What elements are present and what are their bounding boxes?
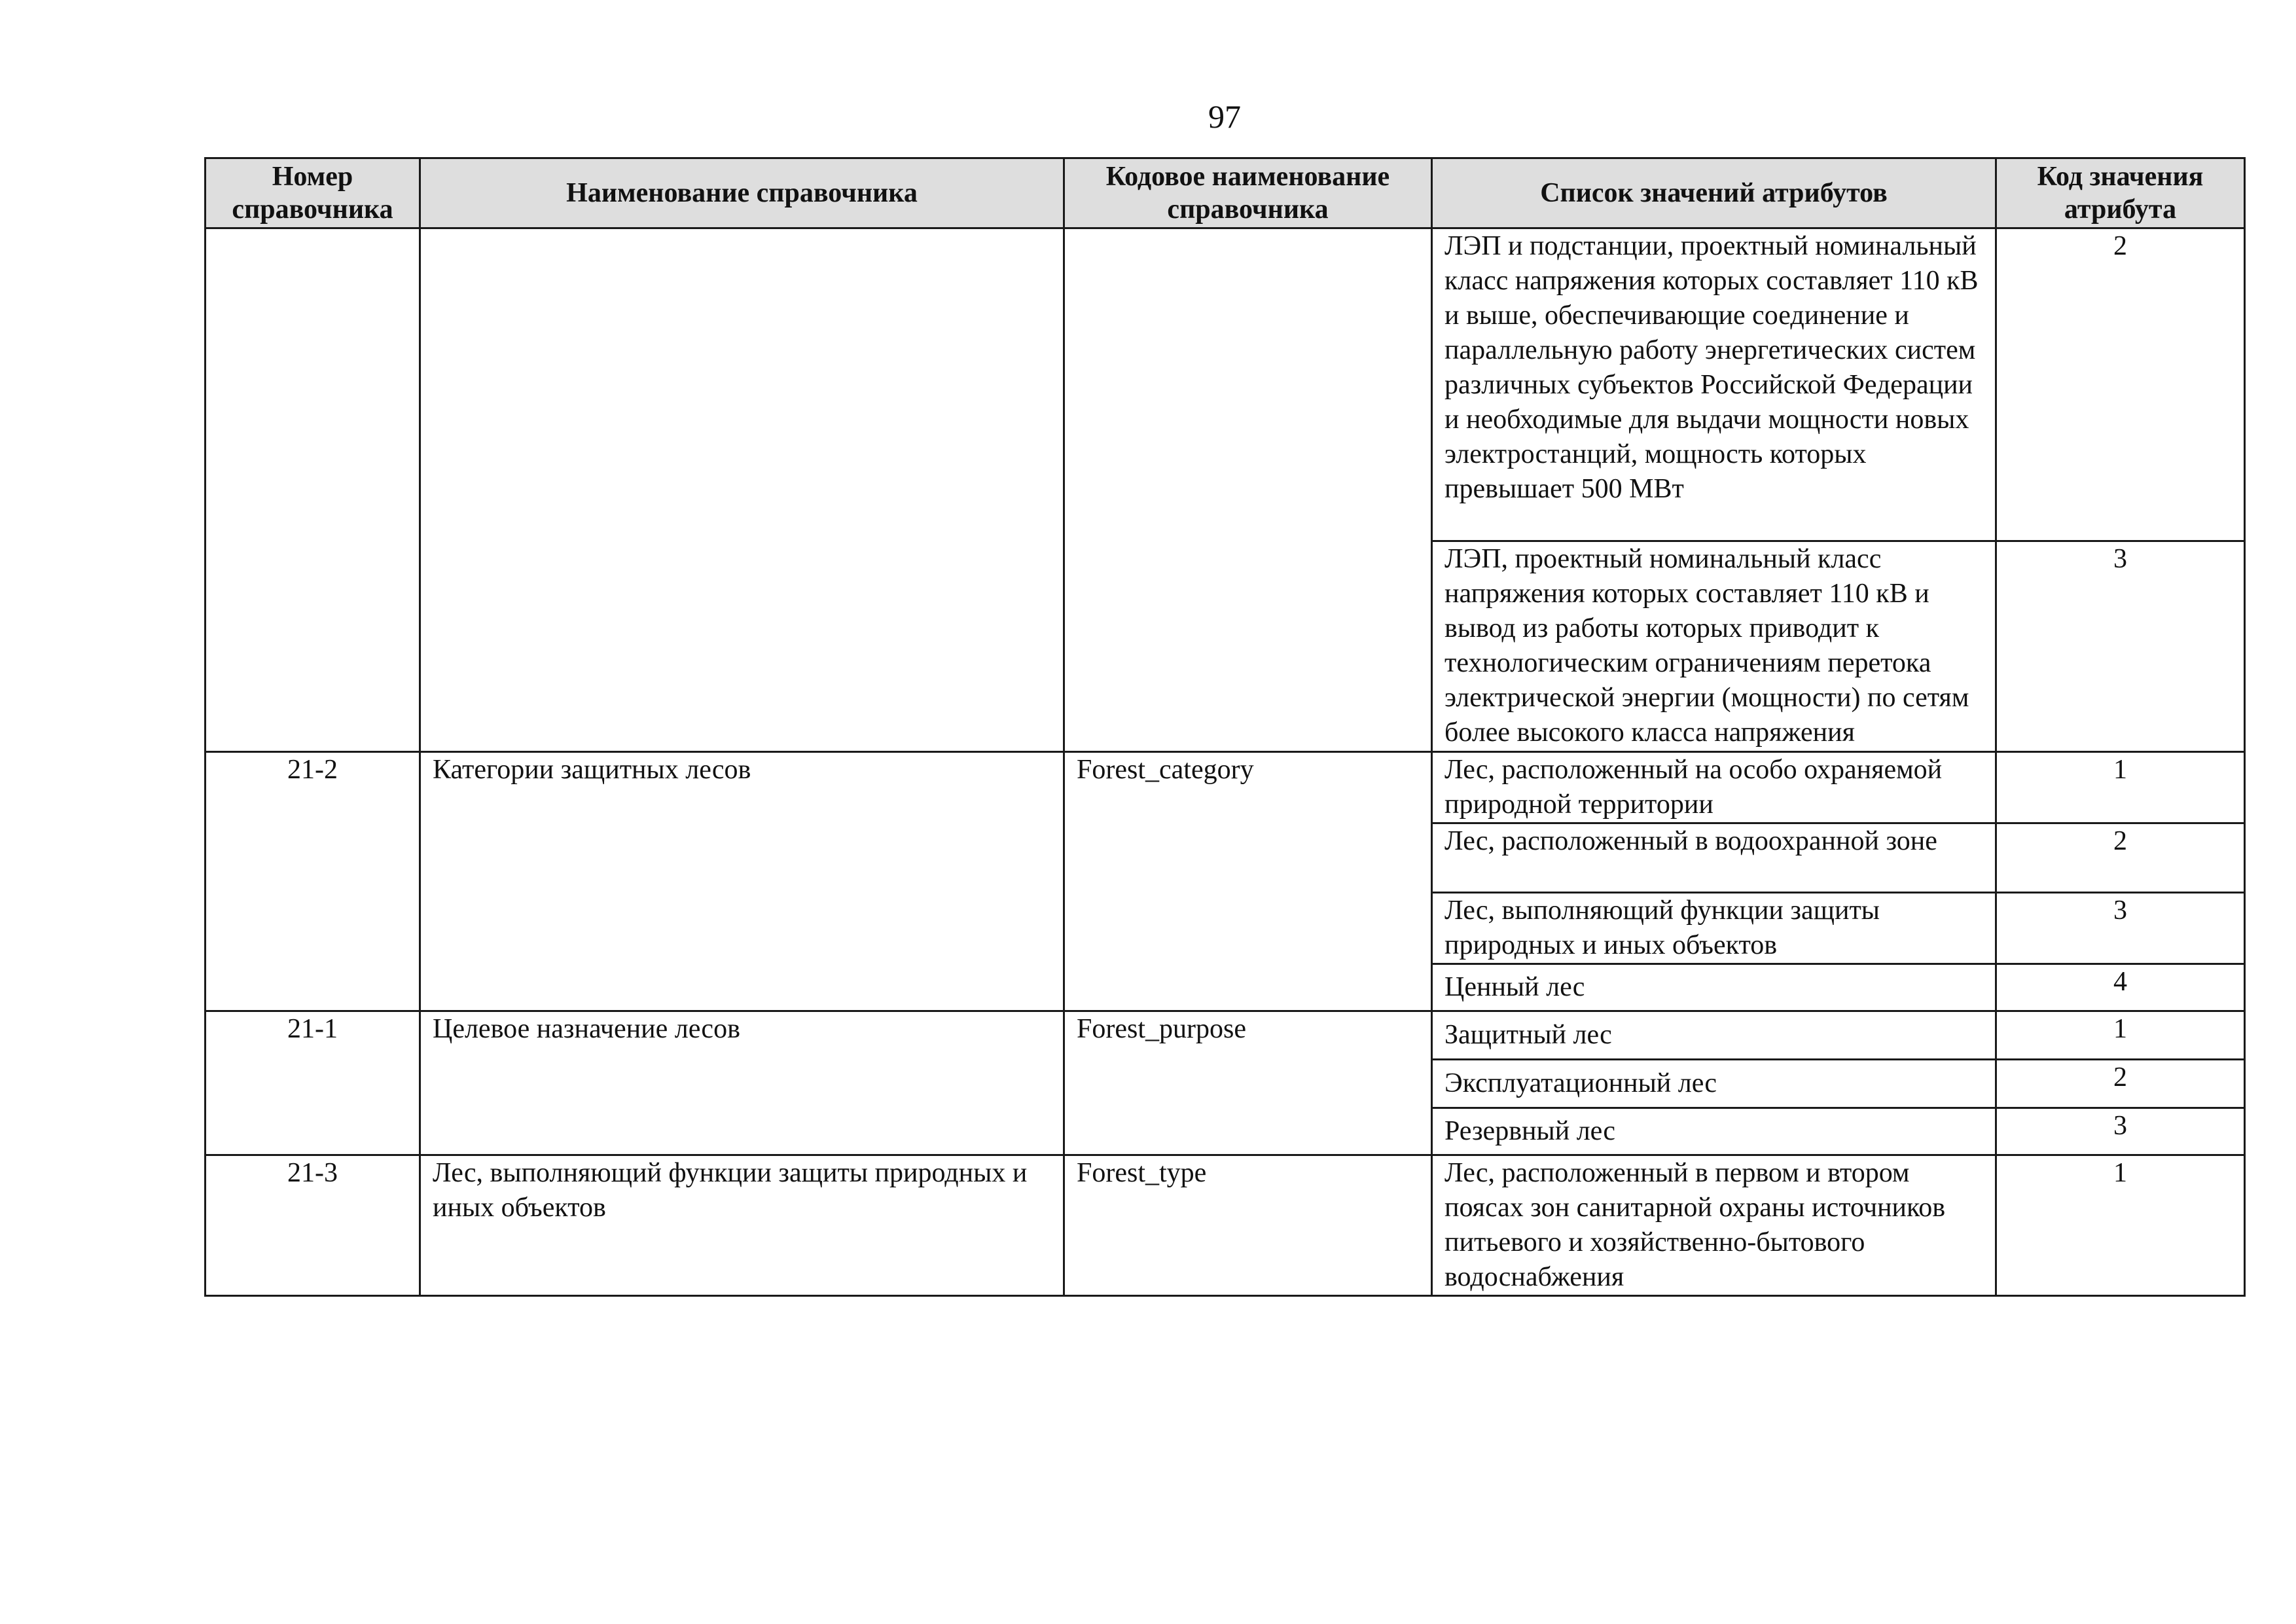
header-code-name: Кодовое наименование справочника [1064,158,1432,228]
value-text: ЛЭП и подстанции, проектный номинальный класс напряжения которых составляет 110 кВ и выше, обеспечивающие соединение и параллельную работу энергетических систем различных субъектов Российской Федерации и необходимые для выдачи мощности новых электростанций, мощность которых превышает 500 МВт [1432,228,1996,541]
value-text: Лес, выполняющий функции защиты природных и иных объектов [1432,893,1996,964]
value-text: Лес, расположенный в водоохранной зоне [1432,823,1996,893]
header-name: Наименование справочника [420,158,1064,228]
value-text: ЛЭП, проектный номинальный класс напряжения которых составляет 110 кВ и вывод из работы которых приводит к технологическим ограничениям перетока электрической энергии (мощности) по сетям более высокого класса напряжения [1432,541,1996,752]
header-values: Список значений атрибутов [1432,158,1996,228]
header-value-code: Код значения атрибута [1996,158,2245,228]
cell-code-name: Forest_type [1064,1155,1432,1296]
cell-number: 21-2 [206,752,420,1011]
cell-code-name: Forest_purpose [1064,1011,1432,1155]
table-row [206,228,2245,541]
cell-name: Целевое назначение лесов [420,1011,1064,1155]
cell-number-empty [206,228,420,752]
value-code: 4 [1996,964,2245,1011]
cell-code-name: Forest_category [1064,752,1432,1011]
value-text: Резервный лес [1432,1108,1996,1155]
cell-name: Лес, выполняющий функции защиты природных и иных объектов [420,1155,1064,1296]
value-code: 3 [1996,893,2245,964]
value-text: Лес, расположенный в первом и втором поясах зон санитарной охраны источников питьевого и хозяйственно-бытового водоснабжения [1432,1155,1996,1296]
value-text: Лес, расположенный на особо охраняемой природной территории [1432,752,1996,823]
cell-name: Категории защитных лесов [420,752,1064,1011]
cell-number: 21-3 [206,1155,420,1296]
table-row [206,1011,2245,1060]
value-code: 2 [1996,823,2245,893]
value-code: 3 [1996,541,2245,752]
cell-name-empty [420,228,1064,752]
value-code: 1 [1996,1155,2245,1296]
value-code: 2 [1996,228,2245,541]
value-code: 1 [1996,752,2245,823]
page-number: 97 [1208,98,1241,135]
value-code: 2 [1996,1060,2245,1108]
header-number: Номер справочника [206,158,420,228]
cell-code-name-empty [1064,228,1432,752]
cell-number: 21-1 [206,1011,420,1155]
table-row [206,752,2245,823]
value-code: 3 [1996,1108,2245,1155]
value-text: Эксплуатационный лес [1432,1060,1996,1108]
reference-table [204,157,2246,1297]
value-code: 1 [1996,1011,2245,1060]
value-text: Защитный лес [1432,1011,1996,1060]
table-header-row [206,158,2245,228]
value-text: Ценный лес [1432,964,1996,1011]
table-row [206,1155,2245,1296]
